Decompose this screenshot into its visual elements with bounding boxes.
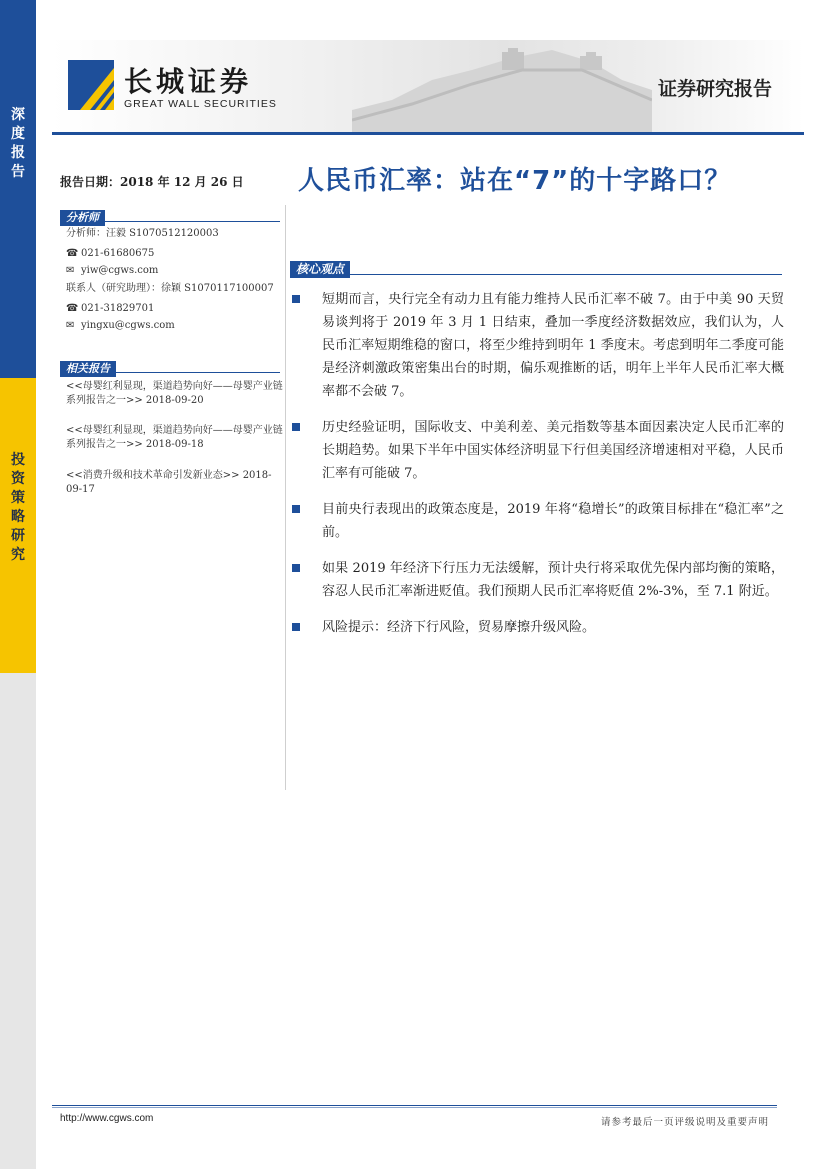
report-date: 报告日期：2018 年 12 月 26 日 — [60, 175, 244, 189]
core-views-list — [292, 288, 784, 652]
side-band-blue — [0, 0, 36, 378]
list-item: 短期而言，央行完全有动力且有能力维持人民币汇率不破 7。由于中美 90 天贸易谈判将于 2019 年 3 月 1 日结束，叠加一季度经济数据效应，我们认为，人民币汇率短期维稳的窗口，将至少维持到明年 1 季度末。考虑到明年二季度可能是经济刺激政策密集出台的时期，偏乐观推断的话，明年上半年人民币汇率大概率都不会破 7。 — [292, 288, 784, 403]
bullet-square-icon — [292, 505, 300, 513]
core-views-heading: 核心观点 — [290, 261, 350, 278]
related-report-item[interactable]: <<母婴红利显现，渠道趋势向好——母婴产业链系列报告之一>> 2018-09-18 — [66, 425, 283, 450]
contact-email[interactable]: ✉ yingxu@cgws.com — [66, 320, 175, 331]
bullet-square-icon — [292, 295, 300, 303]
logo-icon — [68, 60, 114, 110]
contact-phone: ☎ 021-31829701 — [66, 303, 155, 314]
list-item: 历史经验证明，国际收支、中美利差、美元指数等基本面因素决定人民币汇率的长期趋势。如果下半年中国实体经济明显下行但美国经济增速相对平稳，人民币汇率有可能破 7。 — [292, 416, 784, 485]
footer-divider — [52, 1105, 777, 1106]
report-type-label: 证券研究报告 — [657, 78, 772, 100]
bullet-square-icon — [292, 564, 300, 572]
footer-url-link[interactable]: http://www.cgws.com — [60, 1113, 154, 1124]
column-divider — [285, 205, 286, 790]
related-report-item[interactable]: <<消费升级和技术革命引发新业态>> 2018-09-17 — [66, 470, 272, 495]
footer-divider-secondary — [52, 1107, 777, 1108]
footer-disclaimer: 请参考最后一页评级说明及重要声明 — [600, 1117, 769, 1128]
analyst-line: 分析师：汪毅 S1070512120003 — [66, 228, 219, 239]
related-section-header — [60, 357, 280, 373]
side-label-report-type: 深 度 报 告 — [11, 107, 25, 180]
header-divider — [52, 132, 804, 135]
mail-icon: ✉ — [66, 265, 75, 276]
page-title: 人民币汇率：站在“7”的十字路口？ — [298, 166, 732, 196]
contact-line: 联系人（研究助理）：徐颖 S1070117100007 — [66, 283, 274, 294]
great-wall-image — [352, 40, 652, 132]
side-label-category: 投 资 策 略 研 究 — [11, 452, 25, 563]
bullet-square-icon — [292, 423, 300, 431]
logo-english-name: GREAT WALL SECURITIES — [124, 98, 277, 110]
logo-chinese-name: 长城证券 — [124, 65, 253, 98]
core-views-section-header — [290, 258, 782, 275]
related-report-item[interactable]: <<母婴红利显现，渠道趋势向好——母婴产业链系列报告之一>> 2018-09-20 — [66, 381, 283, 406]
list-item: 风险提示：经济下行风险，贸易摩擦升级风险。 — [292, 616, 784, 639]
phone-icon: ☎ — [66, 248, 79, 259]
analyst-heading: 分析师 — [60, 210, 105, 226]
bullet-square-icon — [292, 623, 300, 631]
analyst-section-header — [60, 206, 280, 222]
related-heading: 相关报告 — [60, 361, 116, 377]
list-item: 如果 2019 年经济下行压力无法缓解，预计央行将采取优先保内部均衡的策略，容忍人民币汇率渐进贬值。我们预期人民币汇率将贬值 2%-3%，至 7.1 附近。 — [292, 557, 784, 603]
page-header — [52, 40, 804, 132]
list-item: 目前央行表现出的政策态度是，2019 年将“稳增长”的政策目标排在“稳汇率”之前。 — [292, 498, 784, 544]
phone-icon: ☎ — [66, 303, 79, 314]
analyst-email[interactable]: ✉ yiw@cgws.com — [66, 265, 159, 276]
mail-icon: ✉ — [66, 320, 75, 331]
analyst-phone: ☎ 021-61680675 — [66, 248, 155, 259]
